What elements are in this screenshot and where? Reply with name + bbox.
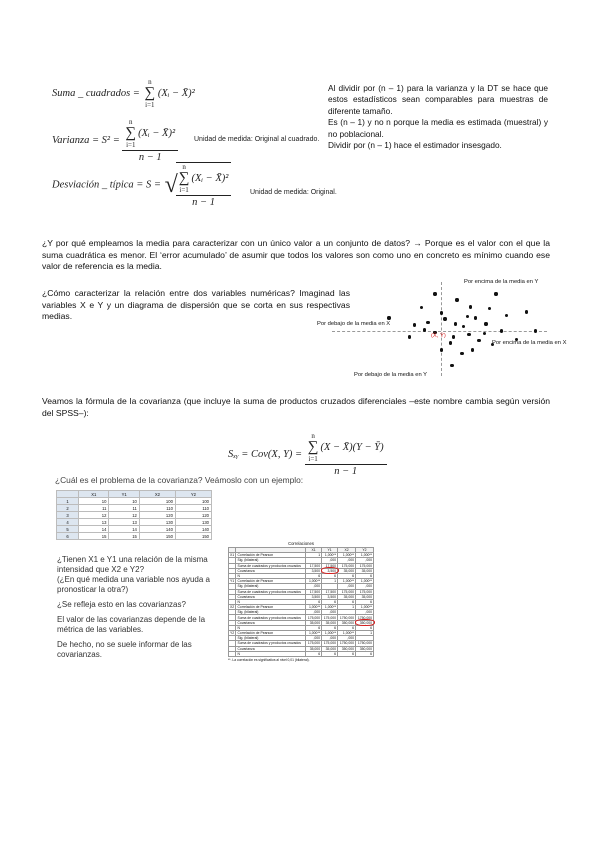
correlations-cell: 3,500 [306,594,322,599]
formula-desviacion [52,162,231,208]
data-table-cell: 130 [175,519,211,526]
data-table-cell: 6 [57,533,79,540]
formula-covarianza [228,432,387,477]
scatter-point [413,323,416,326]
correlations-footnote: **. La correlación es significativa al nivel 0,01 (bilateral). [228,657,310,662]
correlations-cell: 175,000 [306,615,322,620]
slide-title: ¿Cuál es el problema de la covarianza? Veámoslo con un ejemplo: [55,475,304,485]
scatter-point [443,317,446,320]
correlations-cell: 175,000 [338,589,356,594]
correlations-cell: 6 [306,599,322,604]
scatter-point [484,322,487,325]
correlations-cell: 6 [306,625,322,630]
data-table-header: X2 [139,491,175,498]
correlations-cell: Covarianza [236,568,306,573]
correlations-cell: 35,000 [338,568,356,573]
data-table-row [57,498,212,505]
formula-desviacion-den: n − 1 [192,197,215,208]
formula-covarianza-den: n − 1 [334,466,358,477]
correlations-cell: ,000 [322,636,338,641]
sum-limit-top: n [129,118,133,126]
correlations-cell: 175,000 [338,563,356,568]
formula-covarianza-num: (X − X̄)(Y − Ȳ) [320,442,384,453]
correlations-cell: Suma de cuadrados y productos cruzados [236,615,306,620]
correlations-cell: 350,000 [338,646,356,651]
data-table-cell: 4 [57,519,79,526]
scatter-point [449,341,452,344]
data-table-cell: 11 [79,505,109,512]
data-table-row [57,526,212,533]
formula-varianza-den: n − 1 [138,152,162,163]
correlations-cell: 1,000** [356,553,374,558]
sum-limit-bottom: i=1 [126,141,136,149]
scatter-point [433,292,436,295]
correlations-cell: 6 [338,573,356,578]
correlations-cell: 175,000 [322,641,338,646]
correlations-cell: Correlación de Pearson [236,553,306,558]
data-table-cell: 11 [109,505,139,512]
data-table-cell: 100 [175,498,211,505]
scatter-point [440,311,443,314]
scatter-point [460,352,463,355]
correlations-cell: ,000 [338,636,356,641]
data-table-row [57,533,212,540]
paragraph-media: ¿Y por qué empleamos la media para caracterizar con un único valor a un conjunto de datos? → Porque es el valor con el que la suma cuadrática es menor. El ‘error acumulado’ de asumir que todos los valores son como uno en concreto es mínimo cuando ese valor de referencia es la media. [42,238,550,272]
data-table-cell: 100 [139,498,175,505]
scatter-point [440,348,443,351]
scatter-point [505,314,508,317]
correlations-cell: ,000 [306,584,322,589]
sum-sign-icon: ∑ [144,85,156,101]
data-table-cell: 140 [139,526,175,533]
data-table [56,490,212,540]
paragraph-veamos: Veamos la fórmula de la covarianza (que incluye la suma de productos cruzados diferenciales –este nombre cambia según versión del SPSS–): [42,396,550,418]
correlations-cell: 350,000 [338,620,356,625]
data-table-row [57,505,212,512]
correlations-cell [229,651,236,656]
sum-limit-bottom: i=1 [179,186,189,194]
correlations-cell: N [236,651,306,656]
correlations-cell: 17,500 [322,589,338,594]
correlations-cell: 6 [306,651,322,656]
correlations-cell: 17,500 [306,589,322,594]
scatter-point [534,329,537,332]
correlations-cell: 6 [306,573,322,578]
correlations-cell: Sig. (bilateral) [236,610,306,615]
correlations-cell: Sig. (bilateral) [236,558,306,563]
scatter-point [467,333,470,336]
data-table-cell: 5 [57,526,79,533]
scatter-point [462,325,465,328]
scatter-point [450,364,453,367]
sum-sign-icon: ∑ [178,170,190,186]
scatter-point [426,321,429,324]
correlations-title: Correlaciones [288,541,314,546]
correlations-box [228,541,374,662]
correlations-cell: 1,000** [306,579,322,584]
correlations-header: Y1 [322,548,338,553]
scatter-point [488,307,491,310]
scatter-point [477,339,480,342]
data-table-cell: 15 [109,533,139,540]
scatter-point [408,335,411,338]
formula-suma-expr: (Xᵢ − X̄)² [157,87,195,99]
correlations-cell: 35,000 [356,594,374,599]
data-table-cell: 13 [79,519,109,526]
sum-sign-icon: ∑ [125,125,137,141]
statement-metrica: El valor de las covarianzas depende de la métrica de las variables. [57,615,206,634]
correlations-header: X2 [338,548,356,553]
correlations-cell: ,000 [356,558,374,563]
data-table-cell: 1 [57,498,79,505]
correlations-cell: Correlación de Pearson [236,605,306,610]
correlations-cell: 1,000** [306,605,322,610]
correlations-cell: 6 [322,651,338,656]
scatter-point [483,332,486,335]
correlations-cell: 1,000** [356,605,374,610]
correlations-cell: ,000 [338,558,356,563]
scatter-point [471,348,474,351]
data-table-header: X1 [79,491,109,498]
scatter-point [455,298,458,301]
correlations-cell: Y2 [230,631,235,636]
data-table-row [57,512,212,519]
label-below-x: Por debajo de la media en X [317,321,391,327]
question-covarianzas: ¿Se refleja esto en las covarianzas? [57,600,186,609]
data-table-cell: 140 [175,526,211,533]
correlations-cell: 1,000** [338,553,356,558]
correlations-cell: 35,000 [322,620,338,625]
statement-informar: De hecho, no se suele informar de las covarianzas. [57,640,192,659]
correlations-cell: Suma de cuadrados y productos cruzados [236,563,306,568]
correlations-row [229,563,374,568]
correlations-cell: 1,000** [306,631,322,636]
data-table-cell: 12 [79,512,109,519]
label-above-y: Por encima de la media en Y [464,279,539,285]
correlations-cell: Suma de cuadrados y productos cruzados [236,641,306,646]
data-table-header [57,491,79,498]
question-pronosticar: (¿En qué medida una variable nos ayuda a pronosticar la otra?) [57,575,210,594]
correlations-cell: 6 [356,625,374,630]
correlations-cell: ,000 [306,610,322,615]
correlations-cell: 1 [322,579,338,584]
correlations-cell: Covarianza [236,646,306,651]
scatter-point [454,322,457,325]
scatter-point [525,310,528,313]
question-intensidad: ¿Tienen X1 e Y1 una relación de la misma intensidad que X2 e Y2? [57,555,208,574]
correlations-cell: 6 [356,599,374,604]
unit-desviacion: Unidad de medida: Original. [250,189,337,196]
correlations-cell: 35,000 [306,620,322,625]
sum-limit-bottom: i=1 [308,455,318,463]
correlations-cell: 3,500 [322,594,338,599]
correlations-cell: 1,000** [356,579,374,584]
data-table-cell: 13 [109,519,139,526]
formula-suma-label: Suma _ cuadrados = [52,87,140,99]
correlations-cell: 1,000** [322,631,338,636]
slide-questions [57,555,219,660]
scatter-point [420,306,423,309]
scatter-point [469,305,472,308]
correlations-cell: 350,000 [356,646,374,651]
data-table-cell: 120 [139,512,175,519]
correlations-cell: 1,000** [322,553,338,558]
correlations-cell: 35,000 [322,646,338,651]
data-table-cell: 12 [109,512,139,519]
sum-limit-top: n [148,78,152,86]
data-table-cell: 150 [139,533,175,540]
correlations-cell: Correlación de Pearson [236,579,306,584]
note-poblacional: Es (n – 1) y no n porque la media es estimada (muestral) y no poblacional. [328,117,548,139]
correlations-cell: 1 [338,605,356,610]
formula-covarianza-label: Sₓᵧ = Cov(X, Y) = [228,448,303,460]
correlations-cell: 1,000** [338,631,356,636]
correlations-cell: 350,000 [356,620,374,625]
correlations-cell: 17,500 [322,563,338,568]
formula-desviacion-label: Desviación _ típica = S = [52,179,161,191]
correlations-cell: 1750,000 [356,615,374,620]
correlations-cell: 1 [306,553,322,558]
unit-varianza: Unidad de medida: Original al cuadrado. [194,136,320,143]
data-table-cell: 3 [57,512,79,519]
correlations-cell: 6 [322,573,338,578]
scatter-diagram [312,276,567,388]
correlations-cell: 6 [356,651,374,656]
correlations-cell: 6 [322,625,338,630]
correlations-cell: 1,000** [338,579,356,584]
correlations-header: X1 [306,548,322,553]
correlations-cell: Suma de cuadrados y productos cruzados [236,589,306,594]
correlations-cell: ,000 [338,584,356,589]
scatter-point [466,315,469,318]
data-table-cell: 120 [175,512,211,519]
label-above-x: Por encima de la media en X [492,340,567,346]
correlations-row [229,615,374,620]
correlations-cell: 175,000 [356,563,374,568]
correlations-cell: 6 [338,651,356,656]
sum-limit-top: n [311,432,315,440]
correlations-table [228,547,374,657]
correlations-cell: Sig. (bilateral) [236,636,306,641]
paragraph-relacion: ¿Cómo caracterizar la relación entre dos variables numéricas? Imaginad las variables X e Y y un diagrama de dispersión que se corta en sus respectivas medias. [42,288,350,322]
formula-suma-cuadrados [52,78,195,109]
formula-desviacion-num: (Xᵢ − X̄)² [191,173,229,184]
correlations-cell: 175,000 [306,641,322,646]
data-table-cell: 130 [139,519,175,526]
correlations-cell: 1750,000 [356,641,374,646]
correlations-row [229,641,374,646]
correlations-cell: 35,000 [338,594,356,599]
correlations-cell: 6 [338,625,356,630]
sum-sign-icon: ∑ [307,439,319,455]
correlations-cell: Sig. (bilateral) [236,584,306,589]
label-mean-center: (X̄, Ȳ) [431,333,446,339]
correlations-cell: 1750,000 [338,615,356,620]
scatter-point [387,316,390,319]
data-table-cell: 10 [79,498,109,505]
data-table-header: Y1 [109,491,139,498]
data-table-header: Y2 [175,491,211,498]
sqrt-icon: √ [164,171,178,198]
formula-varianza [52,118,178,163]
correlations-cell: 3,500 [306,568,322,573]
scatter-point [494,292,497,295]
correlations-cell: 1,000** [322,605,338,610]
correlations-cell: 175,000 [322,615,338,620]
correlations-cell: ,000 [322,610,338,615]
correlations-row [229,589,374,594]
formula-varianza-num: (Xᵢ − X̄)² [138,128,176,139]
data-table-cell: 15 [79,533,109,540]
correlations-cell: ,000 [306,636,322,641]
data-table-cell: 14 [79,526,109,533]
note-insesgado: Dividir por (n – 1) hace el estimador insesgado. [328,140,502,151]
scatter-point [452,335,455,338]
scatter-point [500,329,503,332]
data-table-cell: 150 [175,533,211,540]
correlations-cell: X2 [230,605,235,610]
correlations-cell: 35,000 [356,568,374,573]
notes-block [328,83,548,151]
correlations-cell: Correlación de Pearson [236,631,306,636]
correlations-cell: Covarianza [236,620,306,625]
sum-limit-top: n [182,163,186,171]
correlations-cell: 6 [356,573,374,578]
data-table-cell: 10 [109,498,139,505]
correlations-cell: Y1 [230,579,235,584]
correlations-cell: ,000 [356,584,374,589]
correlations-cell: Covarianza [236,594,306,599]
correlations-header: Y2 [356,548,374,553]
correlations-cell: ,000 [322,558,338,563]
correlations-cell: 17,500 [306,563,322,568]
correlations-cell: 1750,000 [338,641,356,646]
note-dividir: Al dividir por (n – 1) para la varianza y la DT se hace que estos estadísticos sean comparables para muestras de diferente tamaño. [328,83,548,116]
correlations-cell: 6 [338,599,356,604]
scatter-points [372,288,542,374]
data-table-cell: 14 [109,526,139,533]
correlations-cell: N [236,573,306,578]
correlations-cell: X1 [230,553,235,558]
correlations-cell: 1 [356,631,374,636]
correlations-cell: N [236,599,306,604]
correlations-cell: ,000 [356,610,374,615]
formula-varianza-label: Varianza = S² = [52,134,120,146]
sum-limit-bottom: i=1 [145,101,155,109]
correlations-cell: 3,500 [322,568,338,573]
data-table-cell: 2 [57,505,79,512]
scatter-point [423,328,426,331]
correlations-cell: 6 [322,599,338,604]
correlations-cell: 35,000 [306,646,322,651]
correlations-cell: N [236,625,306,630]
data-table-row [57,519,212,526]
correlations-row [229,651,374,656]
label-below-y: Por debajo de la media en Y [354,372,428,378]
data-table-cell: 110 [139,505,175,512]
correlations-cell: 175,000 [356,589,374,594]
scatter-point [474,316,477,319]
data-table-cell: 110 [175,505,211,512]
